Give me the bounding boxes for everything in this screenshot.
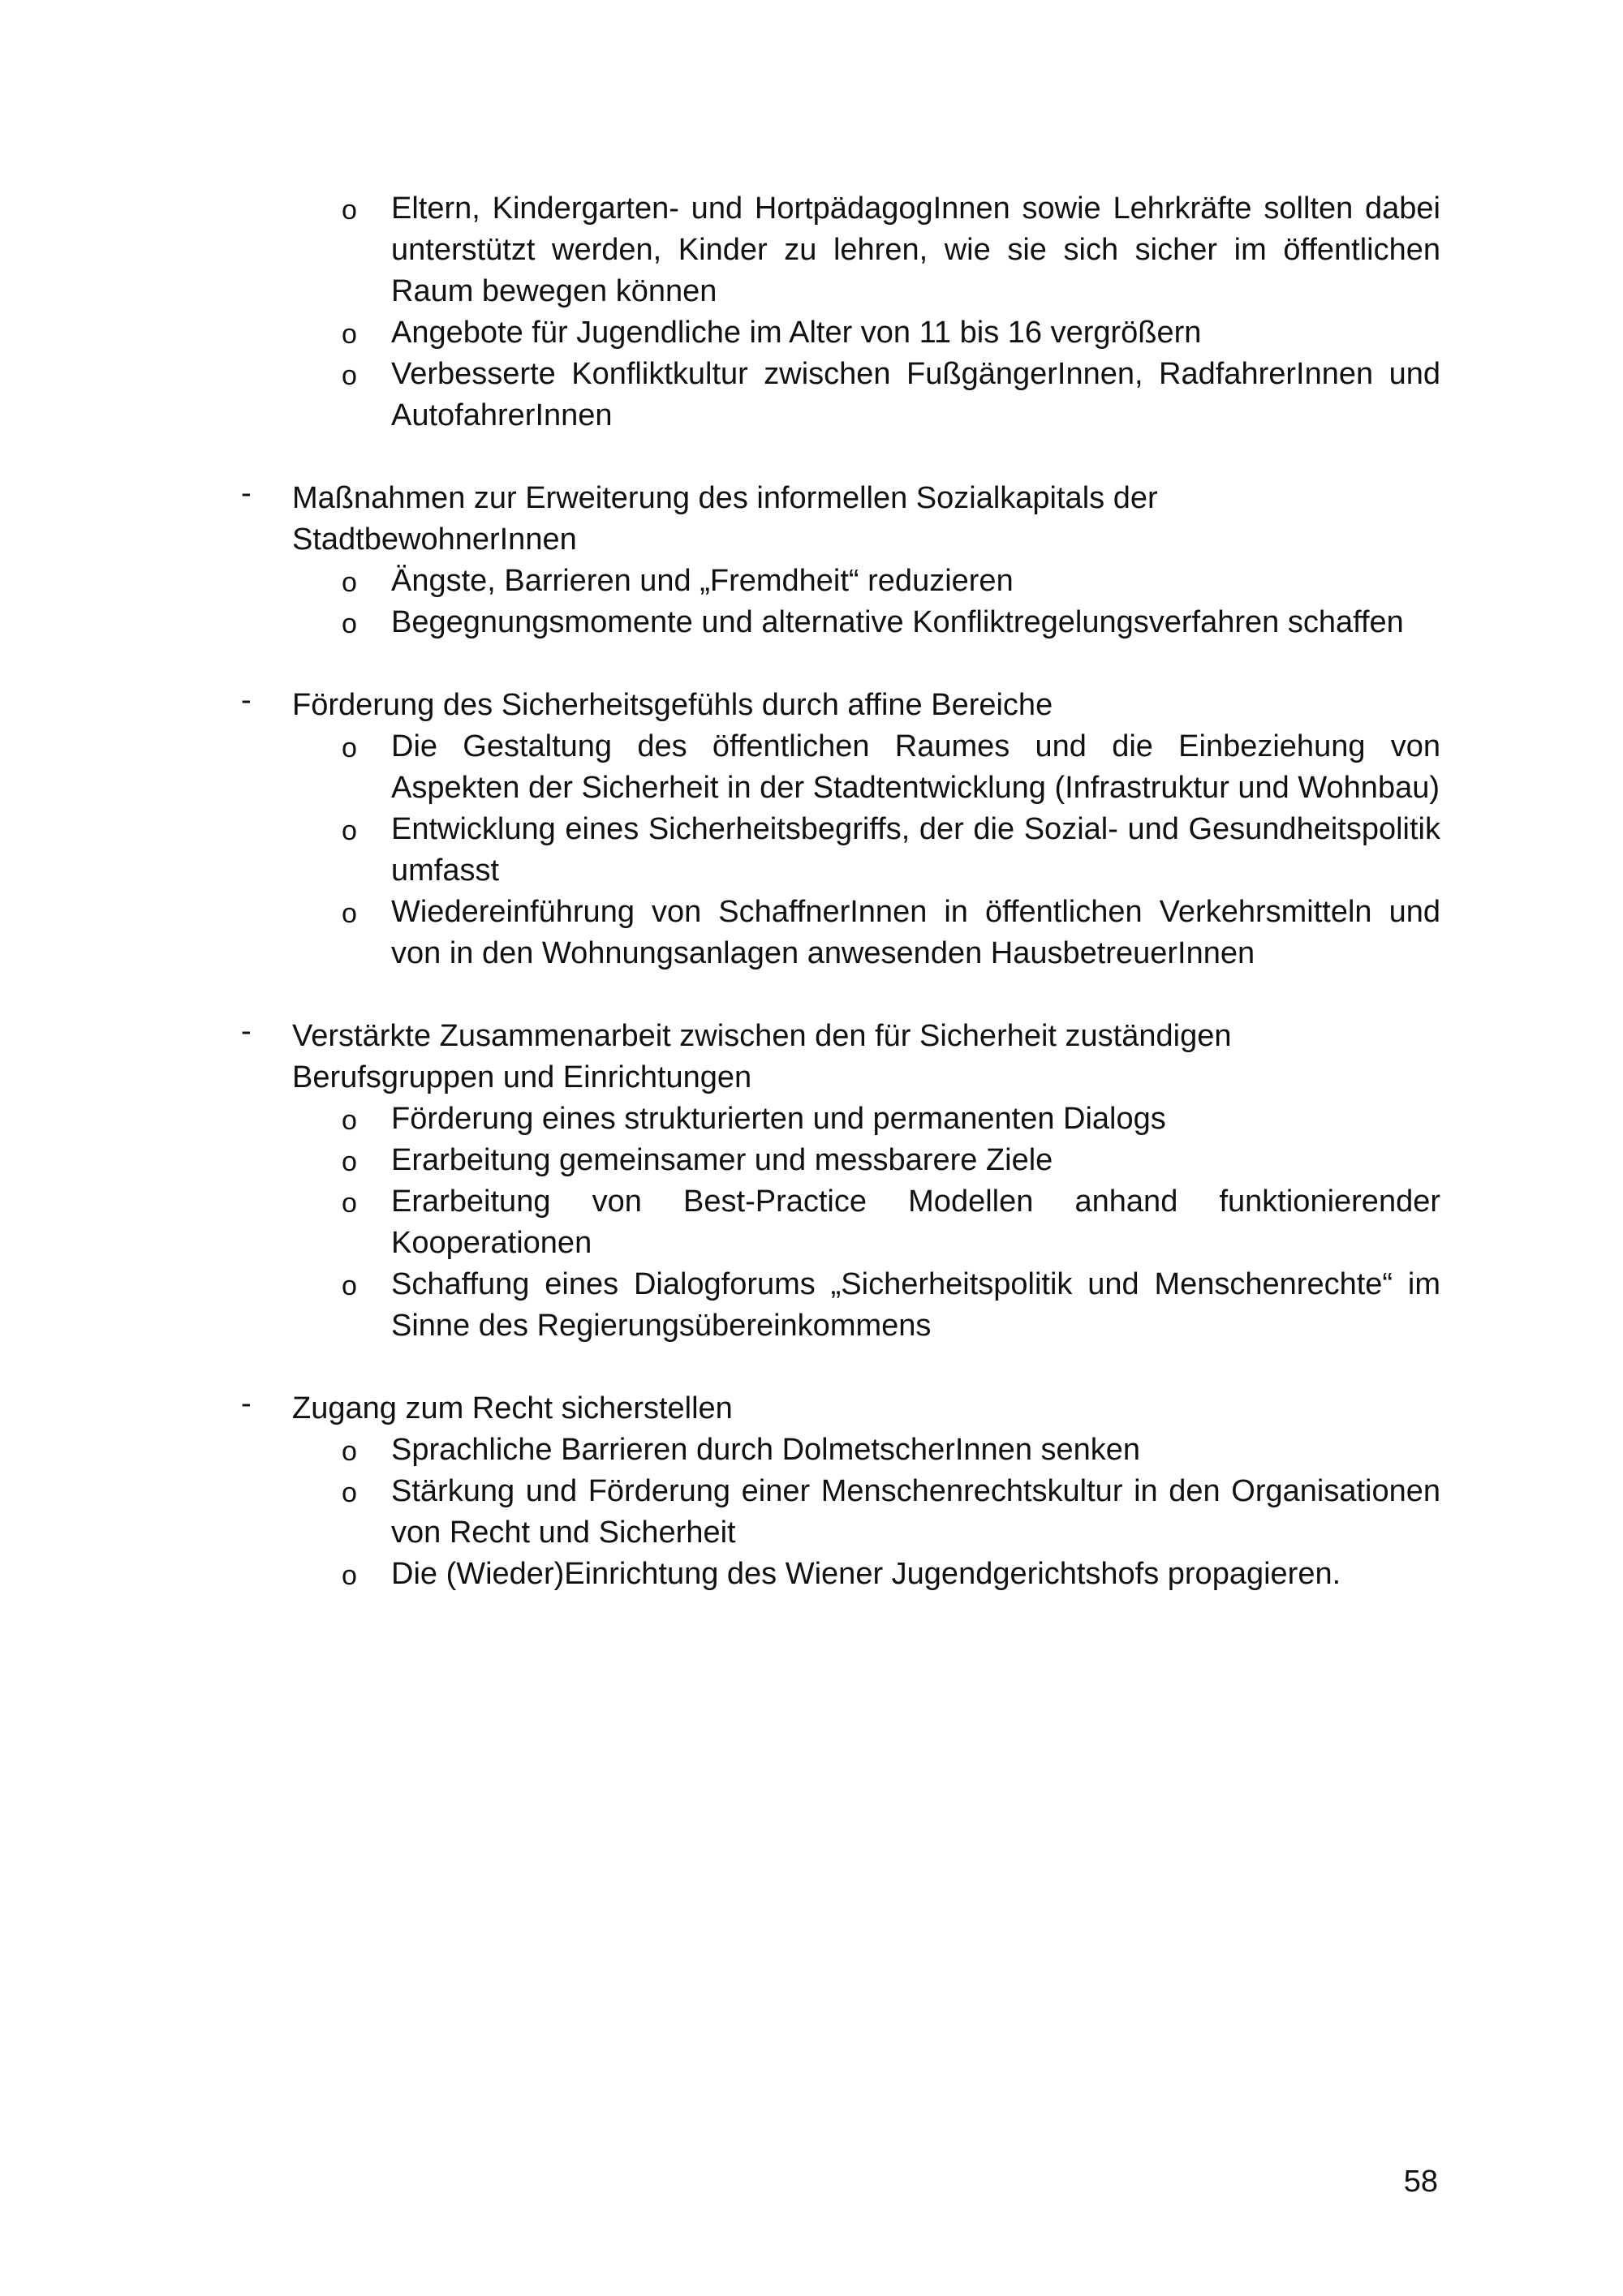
list-item <box>239 1099 1440 1140</box>
circle-bullet-icon: o <box>342 1477 357 1508</box>
intro-list <box>239 188 1440 436</box>
list-item-text: Stärkung und Förderung einer Menschenrechtskultur in den Organisationen von Recht und Sicherheit <box>391 1474 1440 1550</box>
section-sub-list <box>292 1099 1440 1347</box>
page-number: 58 <box>1403 2165 1438 2199</box>
circle-bullet-icon: o <box>342 567 357 598</box>
list-item-text: Schaffung eines Dialogforums „Sicherheitspolitik und Menschenrechte“ im Sinne des Regierungsübereinkommens <box>391 1267 1440 1343</box>
circle-bullet-icon: o <box>342 360 357 391</box>
circle-bullet-icon: o <box>342 1105 357 1136</box>
circle-bullet-icon: o <box>342 1271 357 1301</box>
list-item-text: Förderung eines strukturierten und permanenten Dialogs <box>391 1102 1166 1136</box>
list-item-text: Wiedereinführung von SchaffnerInnen in öffentlichen Verkehrsmitteln und von in den Wohnungsanlagen anwesenden HausbetreuerInnen <box>391 895 1440 970</box>
circle-bullet-icon: o <box>342 1560 357 1591</box>
list-item <box>239 1430 1440 1471</box>
list-item <box>239 892 1440 974</box>
dash-bullet-icon: - <box>241 476 252 510</box>
dash-bullet-icon: - <box>241 1387 252 1421</box>
dash-bullet-icon: - <box>241 1014 252 1048</box>
list-item-text: Verbesserte Konfliktkultur zwischen FußgängerInnen, RadfahrerInnen und AutofahrerInnen <box>391 357 1440 432</box>
section-title: Verstärkte Zusammenarbeit zwischen den für Sicherheit zuständigen Berufsgruppen und Einrichtungen <box>292 1019 1232 1094</box>
list-item <box>239 561 1440 602</box>
list-item <box>239 188 1440 312</box>
list-item <box>239 726 1440 809</box>
list-item-text: Ängste, Barrieren und „Fremdheit“ reduzieren <box>391 564 1014 598</box>
list-item-text: Entwicklung eines Sicherheitsbegriffs, der die Sozial- und Gesundheitspolitik umfasst <box>391 812 1440 888</box>
circle-bullet-icon: o <box>342 815 357 846</box>
circle-bullet-icon: o <box>342 319 357 350</box>
section-title: Maßnahmen zur Erweiterung des informellen Sozialkapitals der StadtbewohnerInnen <box>292 481 1158 557</box>
circle-bullet-icon: o <box>342 608 357 639</box>
circle-bullet-icon: o <box>342 733 357 763</box>
list-item-text: Angebote für Jugendliche im Alter von 11 bis 16 vergrößern <box>391 316 1202 350</box>
list-item-text: Die Gestaltung des öffentlichen Raumes und die Einbeziehung von Aspekten der Sicherheit in der Stadtentwicklung (Infrastruktur und Wohnbau) <box>391 729 1440 805</box>
section-sub-list <box>292 561 1440 643</box>
list-item <box>239 602 1440 643</box>
list-item <box>239 809 1440 892</box>
list-item <box>239 1264 1440 1347</box>
list-item-text: Erarbeitung gemeinsamer und messbarere Ziele <box>391 1143 1053 1177</box>
section-sub-list <box>292 726 1440 974</box>
section-cooperation <box>239 1016 1440 1347</box>
circle-bullet-icon: o <box>342 1188 357 1219</box>
list-item <box>239 1140 1440 1181</box>
section-access-to-justice <box>239 1388 1440 1595</box>
list-item <box>239 1471 1440 1554</box>
list-item-text: Eltern, Kindergarten- und HortpädagogInnen sowie Lehrkräfte sollten dabei unterstützt werden, Kinder zu lehren, wie sie sich sicher im öffentlichen Raum bewegen können <box>391 191 1440 308</box>
section-title: Förderung des Sicherheitsgefühls durch affine Bereiche <box>292 688 1053 722</box>
circle-bullet-icon: o <box>342 1436 357 1467</box>
list-item-text: Sprachliche Barrieren durch DolmetscherInnen senken <box>391 1433 1141 1467</box>
list-item <box>239 1554 1440 1595</box>
section-title: Zugang zum Recht sicherstellen <box>292 1391 733 1425</box>
circle-bullet-icon: o <box>342 195 357 226</box>
page-content <box>239 188 1440 1595</box>
section-sub-list <box>292 1430 1440 1595</box>
circle-bullet-icon: o <box>342 898 357 929</box>
list-item-text: Die (Wieder)Einrichtung des Wiener Jugendgerichtshofs propagieren. <box>391 1557 1341 1591</box>
section-measures-social-capital <box>239 478 1440 643</box>
list-item <box>239 312 1440 354</box>
dash-bullet-icon: - <box>241 683 252 717</box>
list-item-text: Begegnungsmomente und alternative Konfliktregelungsverfahren schaffen <box>391 605 1404 639</box>
list-item-text: Erarbeitung von Best-Practice Modellen anhand funktionierender Kooperationen <box>391 1185 1440 1260</box>
list-item <box>239 1181 1440 1264</box>
circle-bullet-icon: o <box>342 1146 357 1177</box>
section-security-feeling <box>239 685 1440 974</box>
list-item <box>239 354 1440 436</box>
